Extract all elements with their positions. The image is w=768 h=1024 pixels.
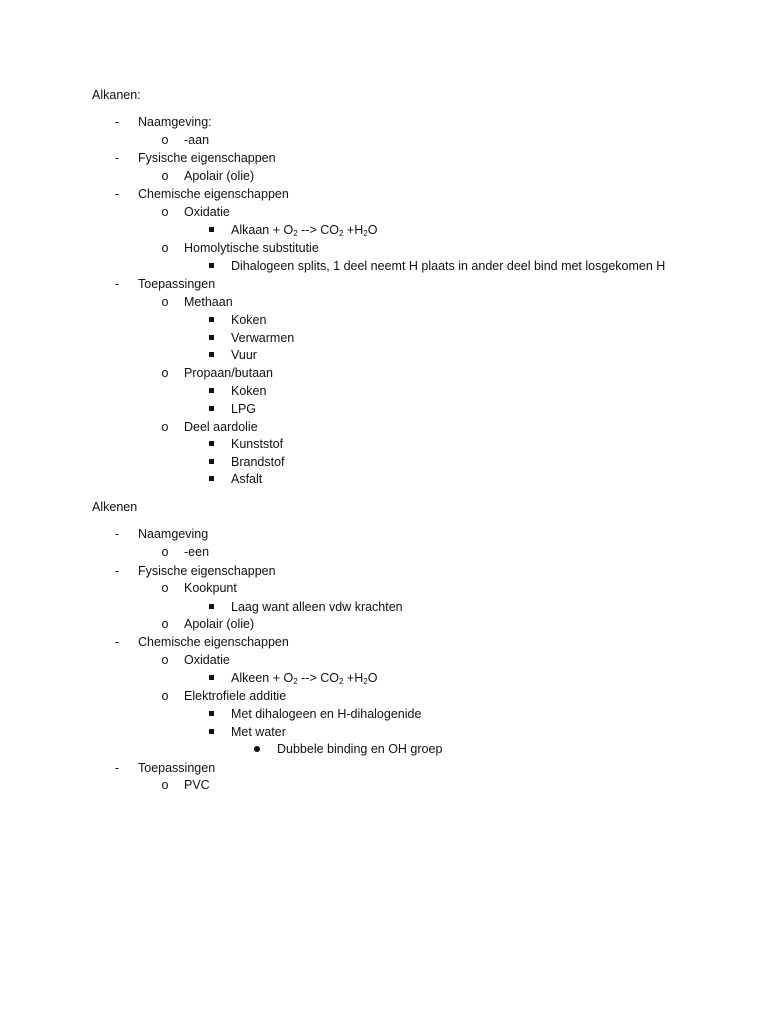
square-bullet-icon (206, 257, 216, 275)
list-item-label: Chemische eigenschappen (138, 635, 289, 649)
list-item-label: Koken (231, 384, 267, 398)
reaction-formula: Alkaan + $O_2$ --> $CO_2 +H_2O$ (231, 223, 378, 238)
list-item-label: Naamgeving: (138, 115, 212, 129)
section-heading-alkenen: Alkenen (92, 500, 138, 514)
list-item-label: Met water (231, 725, 286, 739)
list-item-label: Apolair (olie) (184, 169, 255, 183)
list-item-label: -aan (184, 133, 210, 147)
square-bullet-icon (206, 329, 216, 347)
list-item-label: Naamgeving (138, 527, 209, 541)
section-heading-alkanen: Alkanen: (92, 88, 141, 102)
list-item-label: Toepassingen (138, 761, 216, 775)
circle-bullet: o (161, 241, 169, 255)
circle-bullet: o (161, 581, 169, 595)
dash-bullet: - (114, 761, 120, 775)
list-item-label: Laag want alleen vdw krachten (231, 600, 403, 614)
list-item-label: Oxidatie (184, 205, 230, 219)
list-item-label: Methaan (184, 295, 233, 309)
list-item-label: Dubbele binding en OH groep (277, 742, 443, 756)
list-item-label: Koken (231, 313, 267, 327)
square-bullet-icon (206, 453, 216, 471)
reaction-formula: Alkeen + $O_2$ --> $CO_2 +H_2O$ (231, 671, 378, 686)
square-bullet-icon (206, 382, 216, 400)
circle-bullet: o (161, 295, 169, 309)
list-item-label: Kunststof (231, 437, 284, 451)
list-item-label: Verwarmen (231, 331, 295, 345)
list-item-label: Oxidatie (184, 653, 230, 667)
dash-bullet: - (114, 115, 120, 129)
circle-bullet: o (161, 689, 169, 703)
list-item-label: -een (184, 545, 210, 559)
list-item-label: Deel aardolie (184, 420, 258, 434)
circle-bullet: o (161, 545, 169, 559)
dash-bullet: - (114, 527, 120, 541)
list-item-label: Fysische eigenschappen (138, 564, 276, 578)
circle-bullet: o (161, 653, 169, 667)
square-bullet-icon (206, 400, 216, 418)
list-item-label: Vuur (231, 348, 257, 362)
dash-bullet: - (114, 277, 120, 291)
square-bullet-icon (206, 723, 216, 741)
dash-bullet: - (114, 564, 120, 578)
list-item-label: LPG (231, 402, 257, 416)
list-item-label: Brandstof (231, 455, 285, 469)
circle-bullet: o (161, 205, 169, 219)
dash-bullet: - (114, 151, 120, 165)
circle-bullet: o (161, 617, 169, 631)
circle-bullet: o (161, 366, 169, 380)
list-item-label: Dihalogeen splits, 1 deel neemt H plaats in ander deel bind met losgekomen H (231, 259, 666, 273)
list-item-label: Chemische eigenschappen (138, 187, 289, 201)
circle-bullet: o (161, 778, 169, 792)
square-bullet-icon (206, 598, 216, 616)
square-bullet-icon (206, 669, 216, 687)
square-bullet-icon (206, 435, 216, 453)
list-item-label: Kookpunt (184, 581, 237, 595)
square-bullet-icon (206, 470, 216, 488)
circle-bullet: o (161, 420, 169, 434)
list-item-label: Elektrofiele additie (184, 689, 287, 703)
circle-bullet: o (161, 169, 169, 183)
square-bullet-icon (206, 346, 216, 364)
dash-bullet: - (114, 635, 120, 649)
square-bullet-icon (206, 221, 216, 239)
list-item-label: Apolair (olie) (184, 617, 255, 631)
circle-bullet: o (161, 133, 169, 147)
list-item-label: Met dihalogeen en H-dihalogenide (231, 707, 422, 721)
list-item-label: Homolytische substitutie (184, 241, 319, 255)
list-item-label: Fysische eigenschappen (138, 151, 276, 165)
list-item-label: Asfalt (231, 472, 263, 486)
square-bullet-icon (206, 705, 216, 723)
list-item-label: Propaan/butaan (184, 366, 273, 380)
square-bullet-icon (206, 311, 216, 329)
list-item-label: Toepassingen (138, 277, 216, 291)
list-item-label: PVC (184, 778, 210, 792)
round-bullet-icon (252, 740, 262, 758)
dash-bullet: - (114, 187, 120, 201)
